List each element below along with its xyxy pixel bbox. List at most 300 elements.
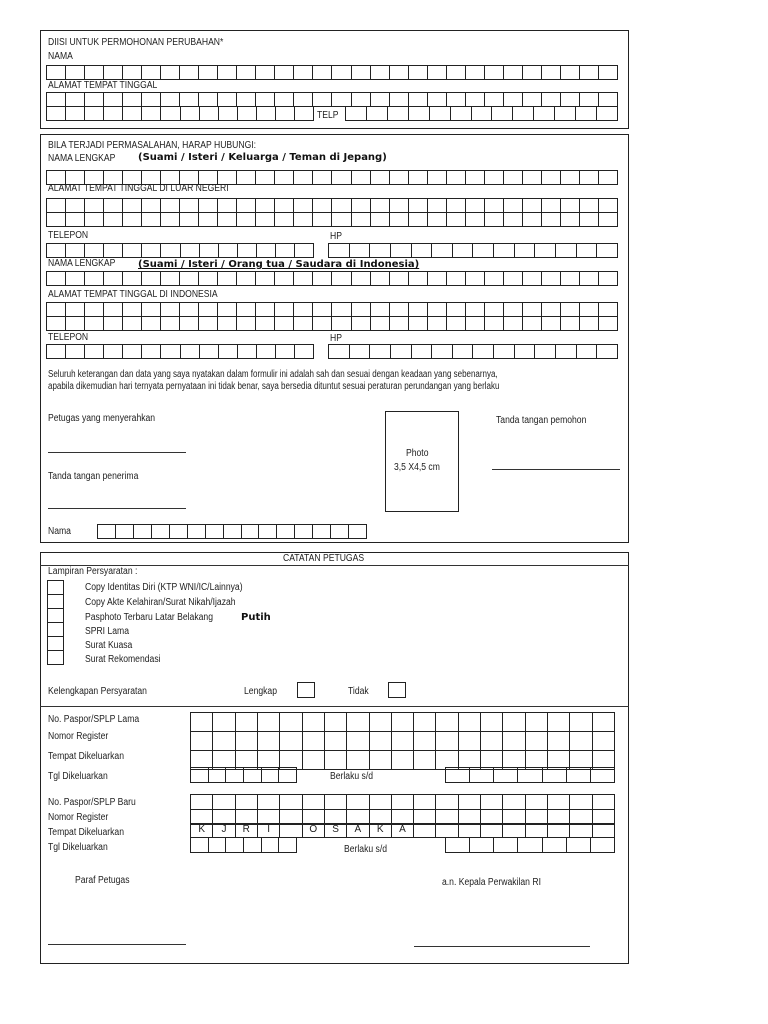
grid-cell[interactable] [577, 244, 598, 258]
grid-cell[interactable] [561, 303, 580, 317]
grid-cell[interactable] [242, 525, 260, 539]
grid-cell[interactable] [104, 66, 123, 80]
grid-cell[interactable] [447, 171, 466, 185]
grid-cell[interactable] [256, 171, 275, 185]
grid-cell[interactable] [409, 303, 428, 317]
grid-cell[interactable] [142, 317, 161, 331]
grid-cell[interactable] [535, 244, 556, 258]
grid-cell[interactable] [219, 244, 238, 258]
grid-cell[interactable] [485, 303, 504, 317]
grid-cell[interactable] [161, 317, 180, 331]
grid-cell[interactable] [295, 107, 314, 121]
grid-cell[interactable] [303, 713, 325, 732]
alamat-indonesia-grid-1[interactable] [46, 302, 618, 317]
grid-cell[interactable] [313, 317, 332, 331]
grid-cell[interactable] [237, 272, 256, 286]
grid-cell[interactable] [313, 93, 332, 107]
grid-cell[interactable] [390, 272, 409, 286]
grid-cell[interactable] [446, 768, 470, 783]
grid-cell[interactable] [556, 345, 577, 359]
grid-cell[interactable] [218, 317, 237, 331]
grid-cell[interactable] [555, 107, 576, 121]
grid-cell[interactable] [262, 768, 280, 783]
grid-cell[interactable] [258, 795, 280, 810]
grid-cell[interactable] [256, 199, 275, 213]
grid-cell[interactable] [599, 213, 618, 227]
grid-cell[interactable] [370, 345, 391, 359]
grid-cell[interactable] [256, 303, 275, 317]
grid-cell[interactable] [391, 345, 412, 359]
grid-cell[interactable] [548, 795, 570, 810]
grid-cell[interactable] [599, 199, 618, 213]
grid-cell[interactable] [370, 713, 392, 732]
grid-cell[interactable] [236, 795, 258, 810]
grid-cell[interactable] [276, 345, 295, 359]
grid-cell[interactable] [370, 751, 392, 770]
grid-cell[interactable] [66, 107, 85, 121]
grid-cell[interactable] [352, 66, 371, 80]
grid-cell[interactable] [218, 66, 237, 80]
grid-cell[interactable] [66, 303, 85, 317]
grid-cell[interactable] [85, 199, 104, 213]
grid-cell[interactable] [257, 244, 276, 258]
grid-cell[interactable] [561, 171, 580, 185]
grid-cell[interactable] [294, 171, 313, 185]
grid-cell[interactable] [459, 824, 481, 838]
grid-cell[interactable] [352, 93, 371, 107]
grid-cell[interactable] [294, 303, 313, 317]
grid-cell[interactable] [473, 244, 494, 258]
grid-cell[interactable] [349, 525, 367, 539]
grid-cell[interactable] [244, 838, 262, 853]
grid-cell[interactable] [504, 213, 523, 227]
grid-cell[interactable] [561, 199, 580, 213]
grid-cell[interactable] [142, 213, 161, 227]
berlaku-baru-grid[interactable] [445, 837, 615, 853]
grid-cell[interactable] [409, 213, 428, 227]
grid-cell[interactable] [526, 824, 548, 838]
grid-cell[interactable] [503, 795, 525, 810]
grid-cell[interactable] [504, 93, 523, 107]
grid-cell[interactable] [191, 838, 209, 853]
grid-cell[interactable] [577, 345, 598, 359]
grid-cell[interactable] [436, 824, 458, 838]
grid-cell[interactable] [371, 317, 390, 331]
grid-cell[interactable] [523, 171, 542, 185]
grid-cell[interactable] [294, 93, 313, 107]
grid-cell[interactable] [576, 107, 597, 121]
grid-cell[interactable] [134, 525, 152, 539]
grid-cell[interactable] [104, 345, 123, 359]
grid-cell[interactable] [180, 93, 199, 107]
grid-cell[interactable] [367, 107, 388, 121]
paspor-lama-grid[interactable] [190, 712, 615, 769]
grid-cell[interactable] [206, 525, 224, 539]
grid-cell[interactable] [414, 713, 436, 732]
grid-cell[interactable] [104, 244, 123, 258]
grid-cell[interactable] [447, 93, 466, 107]
grid-cell[interactable] [591, 838, 615, 853]
grid-cell[interactable] [85, 66, 104, 80]
kepala-signature-line[interactable] [414, 946, 590, 947]
grid-cell[interactable] [436, 713, 458, 732]
grid-cell[interactable] [256, 66, 275, 80]
grid-cell[interactable] [599, 272, 618, 286]
grid-cell[interactable] [123, 107, 142, 121]
grid-cell[interactable] [542, 199, 561, 213]
checkbox-copy-identitas[interactable] [47, 580, 64, 595]
grid-cell[interactable] [570, 795, 592, 810]
checkbox-spri-lama[interactable] [47, 622, 64, 637]
grid-cell[interactable] [523, 272, 542, 286]
grid-cell[interactable] [542, 171, 561, 185]
grid-cell[interactable] [561, 93, 580, 107]
grid-cell[interactable] [170, 525, 188, 539]
grid-cell[interactable] [371, 303, 390, 317]
grid-cell[interactable]: A [392, 824, 414, 838]
grid-cell[interactable] [85, 317, 104, 331]
grid-cell[interactable] [237, 171, 256, 185]
grid-cell[interactable] [142, 303, 161, 317]
grid-cell[interactable] [219, 345, 238, 359]
grid-cell[interactable] [218, 199, 237, 213]
grid-cell[interactable] [276, 107, 295, 121]
grid-cell[interactable] [66, 199, 85, 213]
grid-cell[interactable] [466, 317, 485, 331]
grid-cell[interactable] [332, 66, 351, 80]
alamat-grid-2[interactable] [46, 106, 314, 121]
grid-cell[interactable] [332, 93, 351, 107]
grid-cell[interactable] [371, 66, 390, 80]
grid-cell[interactable] [446, 838, 470, 853]
grid-cell[interactable]: S [325, 824, 347, 838]
grid-cell[interactable] [123, 272, 142, 286]
grid-cell[interactable] [275, 213, 294, 227]
grid-cell[interactable] [276, 244, 295, 258]
grid-cell[interactable] [599, 303, 618, 317]
grid-cell[interactable] [466, 272, 485, 286]
grid-cell[interactable] [409, 272, 428, 286]
grid-cell[interactable] [599, 93, 618, 107]
grid-cell[interactable] [47, 345, 66, 359]
grid-cell[interactable] [472, 107, 493, 121]
grid-cell[interactable] [580, 171, 599, 185]
checkbox-surat-kuasa[interactable] [47, 636, 64, 651]
grid-cell[interactable] [526, 732, 548, 751]
grid-cell[interactable] [561, 272, 580, 286]
grid-cell[interactable] [447, 272, 466, 286]
grid-cell[interactable] [548, 824, 570, 838]
grid-cell[interactable] [466, 93, 485, 107]
grid-cell[interactable] [515, 345, 536, 359]
grid-cell[interactable] [580, 317, 599, 331]
grid-cell[interactable] [152, 525, 170, 539]
alamat-luar-negeri-grid-1[interactable] [46, 198, 618, 213]
grid-cell[interactable] [85, 244, 104, 258]
grid-cell[interactable] [542, 213, 561, 227]
grid-cell[interactable] [593, 713, 615, 732]
grid-cell[interactable] [580, 199, 599, 213]
grid-cell[interactable] [392, 732, 414, 751]
grid-cell[interactable] [391, 244, 412, 258]
grid-cell[interactable] [347, 713, 369, 732]
grid-cell[interactable] [542, 317, 561, 331]
grid-cell[interactable] [161, 345, 180, 359]
grid-cell[interactable] [485, 171, 504, 185]
grid-cell[interactable] [257, 107, 276, 121]
grid-cell[interactable] [347, 751, 369, 770]
grid-cell[interactable] [494, 838, 518, 853]
grid-cell[interactable] [428, 303, 447, 317]
grid-cell[interactable] [280, 824, 302, 838]
checkbox-surat-rekomendasi[interactable] [47, 650, 64, 665]
grid-cell[interactable] [142, 244, 161, 258]
grid-cell[interactable] [332, 199, 351, 213]
grid-cell[interactable] [275, 272, 294, 286]
grid-cell[interactable] [459, 713, 481, 732]
grid-cell[interactable] [515, 244, 536, 258]
grid-cell[interactable] [466, 171, 485, 185]
grid-cell[interactable] [428, 317, 447, 331]
grid-cell[interactable] [200, 345, 219, 359]
grid-cell[interactable] [371, 171, 390, 185]
grid-cell[interactable] [392, 713, 414, 732]
grid-cell[interactable] [428, 272, 447, 286]
grid-cell[interactable] [199, 93, 218, 107]
grid-cell[interactable] [597, 107, 618, 121]
grid-cell[interactable] [570, 732, 592, 751]
grid-cell[interactable] [191, 795, 213, 810]
grid-cell[interactable] [428, 213, 447, 227]
grid-cell[interactable] [256, 93, 275, 107]
grid-cell[interactable] [104, 107, 123, 121]
grid-cell[interactable] [390, 213, 409, 227]
grid-cell[interactable] [237, 199, 256, 213]
grid-cell[interactable] [597, 345, 618, 359]
nama-grid[interactable] [46, 65, 618, 80]
grid-cell[interactable] [447, 213, 466, 227]
grid-cell[interactable] [325, 713, 347, 732]
grid-cell[interactable] [256, 317, 275, 331]
grid-cell[interactable] [181, 345, 200, 359]
grid-cell[interactable] [257, 345, 276, 359]
grid-cell[interactable] [66, 213, 85, 227]
grid-cell[interactable] [453, 345, 474, 359]
grid-cell[interactable] [570, 824, 592, 838]
grid-cell[interactable] [47, 317, 66, 331]
grid-cell[interactable] [98, 525, 116, 539]
grid-cell[interactable] [534, 107, 555, 121]
grid-cell[interactable]: K [370, 824, 392, 838]
grid-cell[interactable] [352, 317, 371, 331]
grid-cell[interactable] [294, 272, 313, 286]
grid-cell[interactable] [66, 272, 85, 286]
grid-cell[interactable] [85, 213, 104, 227]
alamat-grid-1[interactable] [46, 92, 618, 107]
grid-cell[interactable] [66, 317, 85, 331]
grid-cell[interactable] [494, 768, 518, 783]
grid-cell[interactable] [370, 732, 392, 751]
grid-cell[interactable] [85, 303, 104, 317]
grid-cell[interactable] [213, 732, 235, 751]
grid-cell[interactable] [280, 713, 302, 732]
grid-cell[interactable] [256, 272, 275, 286]
grid-cell[interactable] [180, 199, 199, 213]
grid-cell[interactable] [188, 525, 206, 539]
grid-cell[interactable] [451, 107, 472, 121]
nama-penerima-grid[interactable] [97, 524, 367, 539]
grid-cell[interactable] [226, 768, 244, 783]
grid-cell[interactable] [412, 244, 433, 258]
grid-cell[interactable] [526, 713, 548, 732]
grid-cell[interactable] [432, 244, 453, 258]
grid-cell[interactable] [371, 213, 390, 227]
grid-cell[interactable] [409, 199, 428, 213]
grid-cell[interactable] [180, 303, 199, 317]
grid-cell[interactable] [542, 303, 561, 317]
grid-cell[interactable] [191, 713, 213, 732]
grid-cell[interactable] [275, 171, 294, 185]
grid-cell[interactable] [313, 525, 331, 539]
grid-cell[interactable] [346, 107, 367, 121]
grid-cell[interactable] [494, 244, 515, 258]
grid-cell[interactable] [295, 244, 314, 258]
grid-cell[interactable] [303, 751, 325, 770]
grid-cell[interactable] [481, 713, 503, 732]
grid-cell[interactable] [593, 824, 615, 838]
grid-cell[interactable] [473, 345, 494, 359]
grid-cell[interactable] [236, 713, 258, 732]
tempat-baru-grid[interactable] [190, 823, 615, 838]
grid-cell[interactable] [275, 199, 294, 213]
grid-cell[interactable] [371, 93, 390, 107]
grid-cell[interactable] [238, 244, 257, 258]
grid-cell[interactable] [66, 93, 85, 107]
grid-cell[interactable] [599, 171, 618, 185]
petugas-signature-line[interactable] [48, 452, 186, 453]
grid-cell[interactable] [47, 244, 66, 258]
grid-cell[interactable] [209, 838, 227, 853]
grid-cell[interactable] [199, 272, 218, 286]
grid-cell[interactable] [200, 244, 219, 258]
grid-cell[interactable] [180, 317, 199, 331]
grid-cell[interactable] [432, 345, 453, 359]
grid-cell[interactable] [161, 66, 180, 80]
grid-cell[interactable] [325, 732, 347, 751]
grid-cell[interactable] [313, 66, 332, 80]
grid-cell[interactable] [218, 213, 237, 227]
grid-cell[interactable] [275, 303, 294, 317]
grid-cell[interactable] [181, 244, 200, 258]
grid-cell[interactable] [390, 199, 409, 213]
grid-cell[interactable] [180, 213, 199, 227]
grid-cell[interactable] [238, 107, 257, 121]
paraf-signature-line[interactable] [48, 944, 186, 945]
checkbox-tidak[interactable] [388, 682, 406, 698]
grid-cell[interactable] [542, 93, 561, 107]
grid-cell[interactable] [535, 345, 556, 359]
grid-cell[interactable] [481, 732, 503, 751]
grid-cell[interactable] [142, 107, 161, 121]
grid-cell[interactable] [485, 66, 504, 80]
grid-cell[interactable] [280, 795, 302, 810]
tgl-lama-grid[interactable] [190, 767, 297, 783]
grid-cell[interactable] [219, 107, 238, 121]
grid-cell[interactable] [504, 272, 523, 286]
grid-cell[interactable] [523, 66, 542, 80]
grid-cell[interactable] [371, 272, 390, 286]
grid-cell[interactable] [47, 303, 66, 317]
grid-cell[interactable] [370, 795, 392, 810]
grid-cell[interactable] [161, 107, 180, 121]
grid-cell[interactable] [409, 317, 428, 331]
grid-cell[interactable] [518, 768, 542, 783]
grid-cell[interactable] [561, 317, 580, 331]
grid-cell[interactable] [218, 272, 237, 286]
grid-cell[interactable] [485, 199, 504, 213]
grid-cell[interactable] [523, 213, 542, 227]
grid-cell[interactable] [466, 199, 485, 213]
grid-cell[interactable] [523, 303, 542, 317]
telp-grid[interactable] [345, 106, 618, 121]
grid-cell[interactable] [580, 66, 599, 80]
grid-cell[interactable] [371, 199, 390, 213]
grid-cell[interactable] [561, 213, 580, 227]
grid-cell[interactable] [142, 272, 161, 286]
grid-cell[interactable] [390, 93, 409, 107]
grid-cell[interactable] [580, 303, 599, 317]
grid-cell[interactable] [262, 838, 280, 853]
grid-cell[interactable] [66, 345, 85, 359]
grid-cell[interactable] [503, 713, 525, 732]
grid-cell[interactable] [123, 345, 142, 359]
checkbox-pasphoto[interactable] [47, 608, 64, 623]
grid-cell[interactable] [161, 199, 180, 213]
grid-cell[interactable] [295, 525, 313, 539]
grid-cell[interactable] [561, 66, 580, 80]
grid-cell[interactable] [123, 317, 142, 331]
grid-cell[interactable] [47, 66, 66, 80]
grid-cell[interactable] [593, 795, 615, 810]
grid-cell[interactable] [436, 732, 458, 751]
grid-cell[interactable] [104, 213, 123, 227]
grid-cell[interactable] [485, 272, 504, 286]
grid-cell[interactable] [199, 66, 218, 80]
grid-cell[interactable] [599, 66, 618, 80]
grid-cell[interactable] [294, 199, 313, 213]
grid-cell[interactable] [332, 272, 351, 286]
grid-cell[interactable] [414, 795, 436, 810]
grid-cell[interactable] [352, 303, 371, 317]
grid-cell[interactable] [543, 768, 567, 783]
grid-cell[interactable] [447, 317, 466, 331]
grid-cell[interactable] [313, 272, 332, 286]
grid-cell[interactable]: I [258, 824, 280, 838]
grid-cell[interactable] [237, 213, 256, 227]
grid-cell[interactable] [390, 317, 409, 331]
grid-cell[interactable] [181, 107, 200, 121]
grid-cell[interactable] [331, 525, 349, 539]
grid-cell[interactable] [236, 732, 258, 751]
grid-cell[interactable] [279, 768, 297, 783]
grid-cell[interactable] [352, 213, 371, 227]
grid-cell[interactable] [352, 171, 371, 185]
grid-cell[interactable] [313, 199, 332, 213]
checkbox-copy-akte[interactable] [47, 594, 64, 609]
grid-cell[interactable] [275, 66, 294, 80]
grid-cell[interactable] [485, 317, 504, 331]
grid-cell[interactable] [459, 795, 481, 810]
